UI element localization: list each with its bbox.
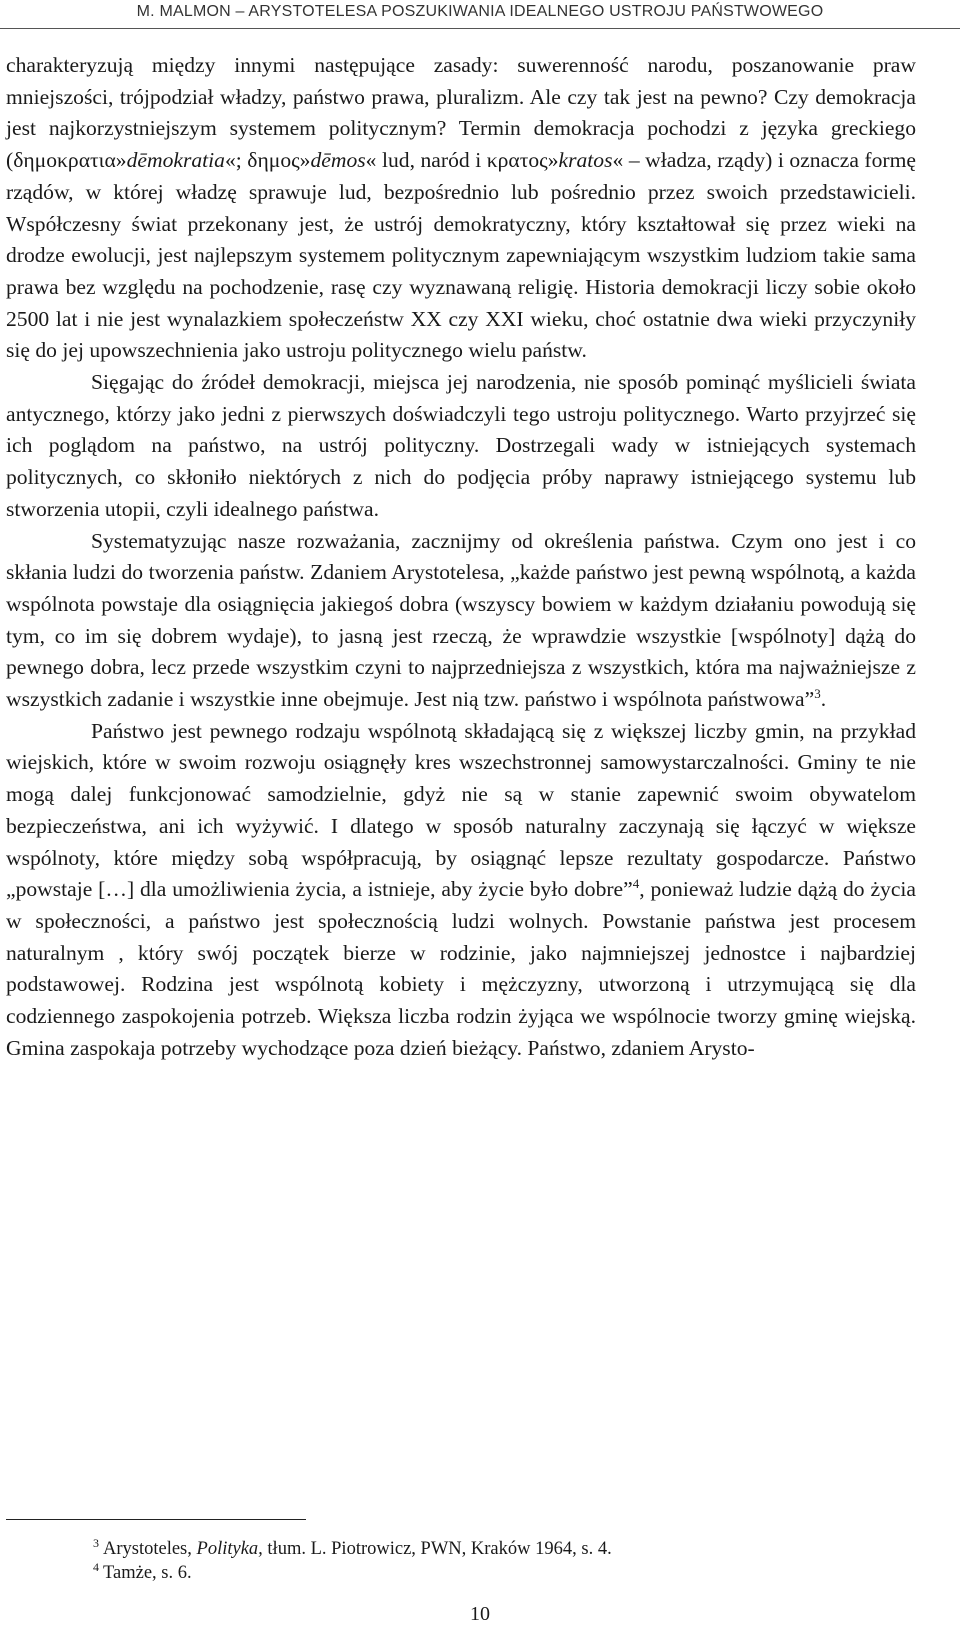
term-kratos: kratos: [558, 148, 613, 173]
term-demokratia: dēmokratia: [126, 148, 225, 173]
paragraph-4: [6, 716, 916, 1065]
page-number: 10: [470, 1603, 490, 1625]
paragraph-1: [6, 50, 916, 367]
paragraph-1-text-d: « – władza, rządy) i oznacza formę rządów, w której władzę sprawuje lud, bezpośrednio lub pośrednio przez swoich przedstawicieli. Współczesny świat przekonany jest, że ustrój demokratyczny, który kształtował się przez wieki na drodze ewolucji, jest najlepszym systemem politycznym zapewniającym wszystkim ludziom takie sama prawa bez względu na pochodzenie, rasę czy wyznawaną religię. Historia demokracji liczy sobie około 2500 lat i nie jest wynalazkiem społeczeństw XX czy XXI wieku, choć ostatnie dwa wieki przyczyniły się do jej upowszechnienia jako ustroju politycznego wielu państw.: [6, 148, 916, 363]
paragraph-3-tail: .: [820, 687, 827, 712]
term-demos: dēmos: [310, 148, 366, 173]
footnote-4-text: Tamże, s. 6.: [103, 1563, 192, 1583]
footnote-4: [93, 1561, 913, 1585]
paragraph-4-text-a: Państwo jest pewnego rodzaju wspólnotą składającą się z większej liczby gmin, na przykład wiejskich, które w swoim rozwoju osiągnęły kres wszechstronnej samowystarczalności. Gminy te nie mogą dalej funkcjonować samodzielnie, gdyż nie są w stanie zapewnić swoim obywatelom bezpieczeństwa, ani ich wyżywić. I dlatego w sposób naturalny zaczynają się łączyć w większe wspólnoty, które między sobą współpracują, by osiągnąć lepsze rezultaty gospodarcze. Państwo „powstaje […] dla umożliwienia życia, a istnieje, aby życie było dobre”: [6, 718, 916, 902]
footnotes: [93, 1537, 913, 1585]
paragraph-3: [6, 526, 916, 716]
paragraph-1-text-a: charakteryzują między innymi następujące zasady: suwerenność narodu, poszanowanie praw mniejszości, trójpodział władzy, państwo prawa, pluralizm. Ale czy tak jest na pewno? Czy demokracja jest najkorzystniejszym systemem politycznym? Termin demokracja pochodzi z języka greckiego (δημοκρατια»: [6, 53, 916, 173]
footnote-ref-3[interactable]: 3: [814, 686, 821, 702]
footnote-3: [93, 1537, 913, 1561]
footnote-3-number: 3: [93, 1536, 99, 1550]
running-header: M. MALMON – ARYSTOTELESA POSZUKIWANIA IDEALNEGO USTROJU PAŃSTWOWEGO: [0, 0, 960, 29]
footnote-ref-4[interactable]: 4: [632, 876, 640, 892]
main-text: [6, 50, 916, 1065]
footnote-divider: [6, 1519, 306, 1520]
footnote-3-title: Polityka,: [196, 1539, 263, 1559]
paragraph-3-text: Systematyzując nasze rozważania, zacznijmy od określenia państwa. Czym ono jest i co skłania ludzi do tworzenia państw. Zdaniem Arystotelesa, „każde państwo jest pewną wspólnotą, a każda wspólnota powstaje dla osiągnięcia jakiegoś dobra (wszyscy bowiem w każdym działaniu powodują się tym, co im się dobrem wydaje), to jasną jest rzeczą, że wprawdzie wszystkie [wspólnoty] dążą do pewnego dobra, lecz przede wszystkim czyni to najprzedniejsza z wszystkich, która ma najważniejsze z wszystkich zadanie i wszystkie inne obejmuje. Jest nią tzw. państwo i wspólnota państwowa”: [6, 528, 916, 712]
footnote-3-text-a: Arystoteles,: [103, 1539, 197, 1559]
paragraph-1-text-c: « lud, naród i κρατος»: [365, 148, 559, 173]
paragraph-1-text-b: «; δημος»: [224, 148, 311, 173]
paragraph-2: Sięgając do źródeł demokracji, miejsca jej narodzenia, nie sposób pominąć myślicieli świata antycznego, którzy jako jedni z pierwszych doświadczyli tego ustroju politycznego. Warto przyjrzeć się ich poglądom na państwo, na ustrój polityczny. Dostrzegali wady w istniejących systemach politycznych, co skłoniło niektórych z nich do podjęcia próby naprawy istniejącego systemu lub stworzenia utopii, czyli idealnego państwa.: [6, 370, 916, 521]
footnote-4-number: 4: [93, 1560, 99, 1574]
footnote-3-text-b: tłum. L. Piotrowicz, PWN, Kraków 1964, s. 4.: [262, 1539, 612, 1559]
paragraph-4-text-b: , ponieważ ludzie dążą do życia w społeczności, a państwo jest społecznością ludzi wolnych. Powstanie państwa jest procesem naturalnym , który swój początek bierze w rodzinie, jako najmniejszej jednostce i najbardziej podstawowej. Rodzina jest wspólnotą kobiety i mężczyzny, utworzoną i utrzymującą się dla codziennego zaspokojenia potrzeb. Większa liczba rodzin żyjąca we wspólnocie tworzy gminę wiejską. Gmina zaspokaja potrzeby wychodzące poza dzień bieżący. Państwo, zdaniem Arysto-: [6, 877, 916, 1060]
